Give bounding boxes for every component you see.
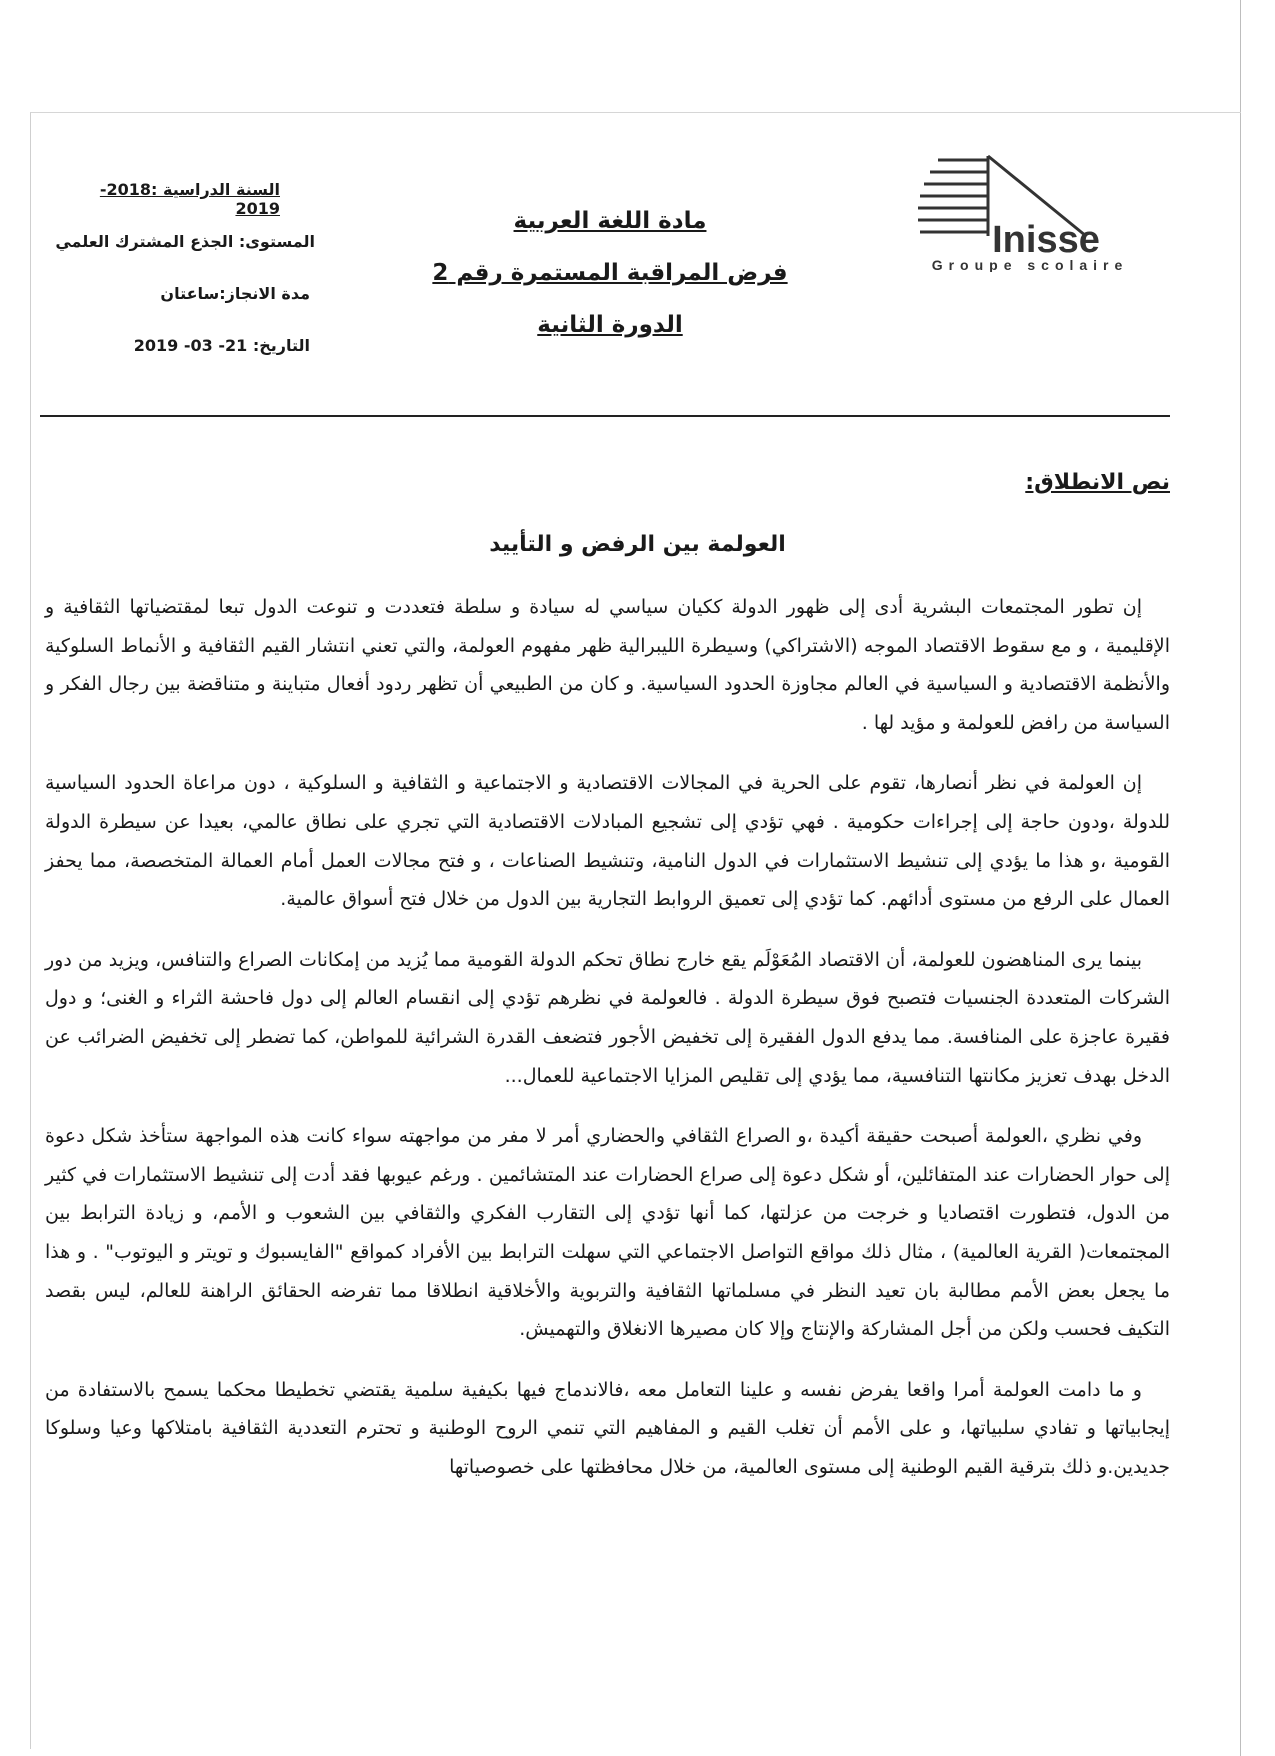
subject-title: مادة اللغة العربية: [513, 208, 707, 234]
paragraph-1: إن تطور المجتمعات البشرية أدى إلى ظهور الدولة ككيان سياسي له سيادة و سلطة فتعددت و تنوعت الدول تبعا لمقتضياتها الثقافية و الإقليمية ، و مع سقوط الاقتصاد الموجه (الاشتراكي) وسيطرة الليبرالية ظهر مفهوم العولمة، والتي تعني انتشار القيم الثقافية و الأنماط السلوكية والأنظمة الاقتصادية و السياسية في العالم مجاوزة الحدود السياسية. و كان من الطبيعي أن تظهر ردود أفعال متباينة و متناقضة بين رجال الفكر و السياسة من رافض للعولمة و مؤيد لها .: [45, 596, 1170, 734]
header-divider: [40, 415, 1170, 417]
level: المستوى: الجذع المشترك العلمي: [55, 232, 315, 251]
paragraph-4: وفي نظري ،العولمة أصبحت حقيقة أكيدة ،و الصراع الثقافي والحضاري أمر لا مفر من مواجهته سواء كانت هذه المواجهة ستأخذ شكل دعوة إلى حوار الحضارات عند المتفائلين، أو شكل دعوة إلى صراع الحضارات عند المتشائمين . ورغم عيوبها فقد أدت إلى تنشيط الاستثمارات في كثير من الدول، فتطورت اقتصاديا و خرجت من عزلتها، كما أنها تؤدي إلى التقارب الفكري والثقافي بين الشعوب و الأمم، و زيادة الترابط بين المجتمعات( القرية العالمية) ، مثال ذلك مواقع التواصل الاجتماعي التي سهلت الترابط بين الأفراد كمواقع "الفايسبوك و تويتر و اليوتوب" . و هذا ما يجعل بعض الأمم مطالبة بان تعيد النظر في مسلماتها الثقافية والتربوية والأخلاقية انطلاقا مما تفرضه الحقائق الراهنة للعالم، ليس بقصد التكيف فحسب ولكن من أجل المشاركة والإنتاج وإلا كان مصيرها الانغلاق والتهميش.: [45, 1125, 1170, 1341]
logo-name: Inisse: [992, 219, 1100, 261]
section-title: نص الانطلاق:: [1025, 470, 1170, 495]
text-body: [45, 588, 1170, 1508]
semester-title: الدورة الثانية: [537, 312, 683, 338]
paragraph-3: بينما يرى المناهضون للعولمة، أن الاقتصاد المُعَوْلَم يقع خارج نطاق تحكم الدولة القومية مما يُزيد من إمكانات الصراع والتنافس، ويزيد من دور الشركات المتعددة الجنسيات فتصبح فوق سيطرة الدولة . فالعولمة في نظرهم تؤدي إلى انقسام العالم إلى دول فاحشة الثراء و الغنى؛ و دول فقيرة عاجزة على المنافسة. مما يدفع الدول الفقيرة إلى تخفيض الأجور فتضعف القدرة الشرائية للمواطن، كما تضطر إلى تخفيض الضرائب عن الدخل بهدف تعزيز مكانتها التنافسية، مما يؤدي إلى تقليص المزايا الاجتماعية للعمال...: [45, 948, 1170, 1087]
logo-graphic: [918, 152, 1148, 272]
paragraph-2: إن العولمة في نظر أنصارها، تقوم على الحرية في المجالات الاقتصادية و الاجتماعية و الثقافية و السلوكية ، دون مراعاة الحدود السياسية للدولة ،ودون حاجة إلى إجراءات حكومية . فهي تؤدي إلى تشجيع المبادلات الاقتصادية التي تجري على نطاق عالمي، بعيدا عن سيطرة الدولة القومية ،و هذا ما يؤدي إلى تنشيط الاستثمارات في الدول النامية، وتنشيط الصناعات ، و فتح مجالات العمل أمام العمالة المتخصصة، مما يحفز العمال على الرفع من مستوى أدائهم. كما تؤدي إلى تعميق الروابط التجارية بين الدول من خلال فتح أسواق عالمية.: [45, 772, 1170, 911]
duration: مدة الانجاز:ساعتان: [160, 284, 310, 303]
exam-title: فرض المراقبة المستمرة رقم 2: [432, 260, 788, 286]
paragraph-5: و ما دامت العولمة أمرا واقعا يفرض نفسه و علينا التعامل معه ،فالاندماج فيها بكيفية سلمية يقتضي تخطيطا محكما يسمح بالاستفادة من إيجابياتها و تفادي سلبياتها، و على الأمم أن تغلب القيم و المفاهيم التي تنمي الروح الوطنية و تحترم التعددية الثقافية بامتلاكها وعيا وسلوكا جديدين.و ذلك بترقية القيم الوطنية إلى مستوى العالمية، من خلال محافظتها على خصوصياتها: [45, 1378, 1170, 1478]
school-logo: [918, 152, 1148, 272]
logo-subtitle: Groupe scolaire: [931, 257, 1129, 272]
exam-titles: [420, 208, 800, 338]
date: التاريخ: 21- 03- 2019: [133, 336, 310, 355]
school-year: السنة الدراسية :2018- 2019: [99, 180, 280, 218]
text-title: العولمة بين الرفض و التأييد: [489, 532, 786, 557]
